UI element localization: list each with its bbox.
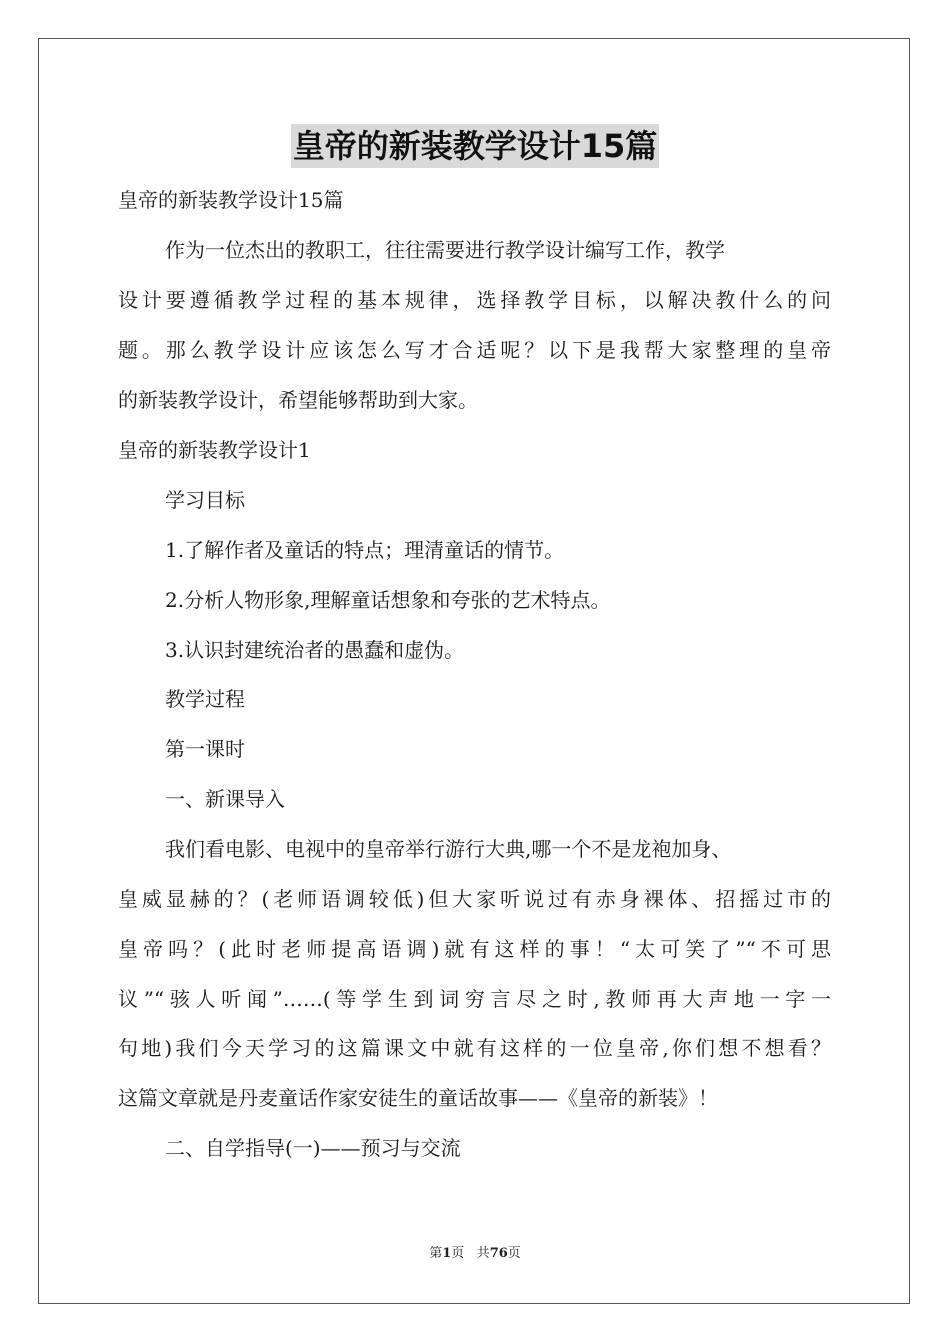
body-line-4: 议”“骇人听闻”……(等学生到词穷言尽之时,教师再大声地一字一 [118,987,831,1011]
intro-line-1: 作为一位杰出的教职工，往往需要进行教学设计编写工作，教学 [165,238,725,262]
footer-total-pages: 76 [489,1246,508,1261]
subtitle-line: 皇帝的新装教学设计15篇 [118,188,344,212]
body-line-6: 这篇文章就是丹麦童话作家安徒生的童话故事——《皇帝的新装》！ [118,1086,718,1110]
process-heading: 教学过程 [165,687,245,711]
body-line-2: 皇威显赫的？(老师语调较低)但大家听说过有赤身裸体、招摇过市的 [118,887,831,911]
objective-item-2: 2.分析人物形象,理解童话想象和夸张的艺术特点。 [165,588,611,612]
objective-item-1: 1.了解作者及童话的特点；理清童话的情节。 [165,538,565,562]
intro-line-3: 题。那么教学设计应该怎么写才合适呢？以下是我帮大家整理的皇帝 [118,338,831,362]
footer-total-prefix: 共 [476,1246,490,1261]
objectives-heading: 学习目标 [165,488,245,512]
step-heading-1: 一、新课导入 [165,787,285,811]
section-heading: 皇帝的新装教学设计1 [118,438,311,462]
body-line-5: 句地)我们今天学习的这篇课文中就有这样的一位皇帝,你们想不想看？ [118,1036,831,1060]
lesson-heading: 第一课时 [165,737,245,761]
document-title: 皇帝的新装教学设计15篇 [291,124,660,168]
footer-page-suffix: 页 [451,1246,465,1261]
title-wrap [0,124,950,168]
intro-line-2: 设计要遵循教学过程的基本规律，选择教学目标，以解决教什么的问 [118,288,831,312]
footer-page-prefix: 第 [429,1246,443,1261]
step-heading-2: 二、自学指导(一)——预习与交流 [165,1136,461,1160]
intro-line-4: 的新装教学设计，希望能够帮助到大家。 [118,388,478,412]
body-line-1: 我们看电影、电视中的皇帝举行游行大典,哪一个不是龙袍加身、 [165,837,732,861]
body-line-3: 皇帝吗？(此时老师提高语调)就有这样的事！“太可笑了”“不可思 [118,937,831,961]
footer-page-number: 1 [442,1246,452,1261]
objective-item-3: 3.认识封建统治者的愚蠢和虚伪。 [165,638,465,662]
page-footer [0,1245,950,1263]
footer-total-suffix: 页 [507,1246,521,1261]
page-frame [38,38,910,1304]
